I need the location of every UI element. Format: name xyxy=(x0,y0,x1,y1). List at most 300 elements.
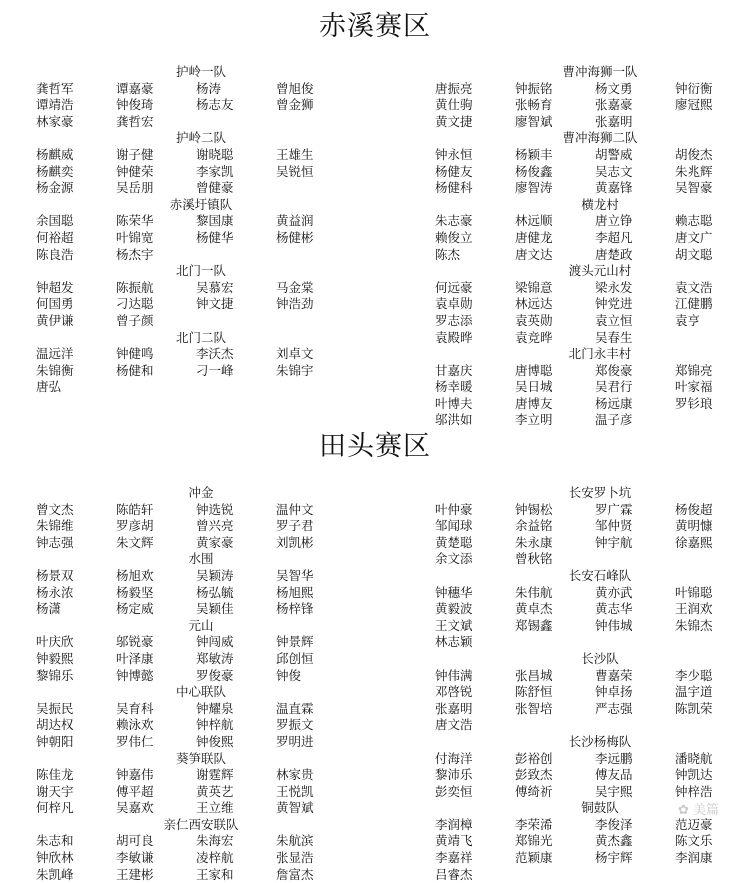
player-name: 曾文杰 xyxy=(36,501,74,517)
player-name: 余文添 xyxy=(435,551,473,567)
player-name: 叶仲豪 xyxy=(435,501,473,517)
player-name: 黄仕驹 xyxy=(435,97,473,113)
player-name: 李少聪 xyxy=(675,667,713,683)
roster-row xyxy=(435,313,750,330)
player-name: 李沃杰 xyxy=(196,346,234,362)
player-name: 钟嘉伟 xyxy=(116,767,154,783)
player-name: 朱文辉 xyxy=(116,534,154,550)
roster-row xyxy=(36,147,366,164)
player-name: 朱伟航 xyxy=(515,584,553,600)
player-name: 陈文乐 xyxy=(675,833,713,849)
player-name: 杨金源 xyxy=(36,180,74,196)
player-name: 李家凯 xyxy=(196,163,234,179)
player-name: 罗钐琅 xyxy=(675,395,713,411)
player-name: 陈荣华 xyxy=(116,213,154,229)
player-name: 杨健彬 xyxy=(276,229,314,245)
roster-row xyxy=(435,396,750,413)
player-name: 吴颖涛 xyxy=(196,567,234,583)
roster-row xyxy=(36,535,366,552)
player-name: 袁文浩 xyxy=(675,279,713,295)
player-name: 郑锦光 xyxy=(515,833,553,849)
roster-row xyxy=(36,346,366,363)
player-name: 彭裕创 xyxy=(515,750,553,766)
player-name: 朱锦杰 xyxy=(675,617,713,633)
player-name: 唐文浩 xyxy=(435,717,473,733)
player-name: 谭靖浩 xyxy=(36,97,74,113)
player-name: 钟俊熙 xyxy=(196,733,234,749)
roster-row xyxy=(435,717,750,734)
roster-row xyxy=(36,247,366,264)
player-name: 黄靖飞 xyxy=(435,833,473,849)
player-name: 吴慕宏 xyxy=(196,279,234,295)
player-name: 赖俊立 xyxy=(435,229,473,245)
player-name: 吴日城 xyxy=(515,379,553,395)
player-name: 唐文达 xyxy=(515,246,553,262)
roster-row xyxy=(36,734,366,751)
player-name: 钟衍衡 xyxy=(675,80,713,96)
roster-row xyxy=(36,97,366,114)
team-title: 北门一队 xyxy=(175,263,226,279)
team-title: 长沙队 xyxy=(581,650,619,666)
player-name: 江健鹏 xyxy=(675,296,713,312)
roster-row xyxy=(36,651,366,668)
player-name: 唐楚政 xyxy=(595,246,633,262)
player-name: 叶家福 xyxy=(675,379,713,395)
player-name: 龚哲军 xyxy=(36,80,74,96)
player-name: 钟超发 xyxy=(36,279,74,295)
player-name: 罗彦胡 xyxy=(116,518,154,534)
player-name: 邱创恒 xyxy=(276,650,314,666)
player-name: 傅平超 xyxy=(116,783,154,799)
player-name: 詹富杰 xyxy=(276,866,314,882)
player-name: 钟志强 xyxy=(36,534,74,550)
player-name: 林家豪 xyxy=(36,113,74,129)
roster-row xyxy=(435,701,750,718)
player-name: 钟朝阳 xyxy=(36,733,74,749)
player-name: 钟凯达 xyxy=(675,767,713,783)
roster-row xyxy=(435,535,750,552)
player-name: 唐振亮 xyxy=(435,80,473,96)
team-title: 护岭一队 xyxy=(175,64,226,79)
player-name: 刘卓文 xyxy=(276,346,314,362)
player-name: 吴君行 xyxy=(595,379,633,395)
player-name: 陈凯荣 xyxy=(675,700,713,716)
player-name: 钟文捷 xyxy=(196,296,234,312)
player-name: 袁英勋 xyxy=(515,312,553,328)
roster-row xyxy=(435,280,750,297)
player-name: 彭奕恒 xyxy=(435,783,473,799)
player-name: 严志强 xyxy=(595,700,633,716)
player-name: 凌梓航 xyxy=(196,850,234,866)
roster-row xyxy=(435,634,750,651)
player-name: 杨颖丰 xyxy=(515,146,553,162)
player-name: 李远鹏 xyxy=(595,750,633,766)
player-name: 袁竞晔 xyxy=(515,329,553,345)
player-name: 郑锡鑫 xyxy=(515,617,553,633)
roster-row xyxy=(435,363,750,380)
player-name: 杨文勇 xyxy=(595,80,633,96)
roster-row xyxy=(36,800,366,817)
player-name: 罗志添 xyxy=(435,312,473,328)
player-name: 陈皓轩 xyxy=(116,501,154,517)
player-name: 张智培 xyxy=(515,700,553,716)
player-name: 罗广霖 xyxy=(595,501,633,517)
player-name: 吴岳朋 xyxy=(116,180,154,196)
team-title: 葵笋联队 xyxy=(175,750,226,766)
roster-row xyxy=(435,601,750,618)
player-name: 温远洋 xyxy=(36,346,74,362)
player-name: 吴嘉欢 xyxy=(116,800,154,816)
team-title: 横龙村 xyxy=(581,196,619,212)
player-name: 陈振航 xyxy=(116,279,154,295)
player-name: 杨健科 xyxy=(435,180,473,196)
player-name: 钟闯威 xyxy=(196,634,234,650)
player-name: 李润康 xyxy=(675,850,713,866)
player-name: 吕睿杰 xyxy=(435,866,473,882)
player-name: 钟锡松 xyxy=(515,501,553,517)
roster-row xyxy=(36,634,366,651)
player-name: 叶泽康 xyxy=(116,650,154,666)
roster-row xyxy=(435,330,750,347)
player-name: 钟梓航 xyxy=(196,717,234,733)
roster-row xyxy=(435,412,750,429)
roster-row xyxy=(435,97,750,114)
player-name: 胡俊杰 xyxy=(675,146,713,162)
team-title: 中心联队 xyxy=(175,684,226,700)
roster-row xyxy=(36,502,366,519)
player-name: 朱锦维 xyxy=(36,518,74,534)
team-title: 冲金 xyxy=(188,485,214,500)
player-name: 黄毅波 xyxy=(435,601,473,617)
player-name: 潘晓航 xyxy=(675,750,713,766)
roster-row xyxy=(36,280,366,297)
player-name: 钟卓扬 xyxy=(595,684,633,700)
player-name: 钟健荣 xyxy=(116,163,154,179)
roster-row xyxy=(435,164,750,181)
roster-row xyxy=(36,850,366,867)
roster-row xyxy=(435,833,750,850)
player-name: 甘嘉庆 xyxy=(435,362,473,378)
player-name: 朱兆辉 xyxy=(675,163,713,179)
roster-row xyxy=(36,213,366,230)
team-title: 护岭二队 xyxy=(175,130,226,146)
roster-row xyxy=(36,296,366,313)
team-title: 元山 xyxy=(188,617,214,633)
player-name: 廖智涛 xyxy=(515,180,553,196)
team-title: 长安罗卜坑 xyxy=(568,485,632,500)
player-name: 刁一峰 xyxy=(196,362,234,378)
player-name: 黄志华 xyxy=(595,601,633,617)
team-title: 长沙杨梅队 xyxy=(568,733,632,749)
player-name: 王雄生 xyxy=(276,146,314,162)
player-name: 钟健鸣 xyxy=(116,346,154,362)
player-name: 杨杰宇 xyxy=(116,246,154,262)
player-name: 李润樟 xyxy=(435,816,473,832)
player-name: 李俊泽 xyxy=(595,816,633,832)
player-name: 曾兴亮 xyxy=(196,518,234,534)
player-name: 曾秋铭 xyxy=(515,551,553,567)
player-name: 余益铭 xyxy=(515,518,553,534)
player-name: 温仲文 xyxy=(276,501,314,517)
team-title: 北门二队 xyxy=(175,329,226,345)
player-name: 唐文广 xyxy=(675,229,713,245)
player-name: 杨涛 xyxy=(196,80,222,96)
player-name: 黄嘉锋 xyxy=(595,180,633,196)
player-name: 张畅育 xyxy=(515,97,553,113)
player-name: 朱志和 xyxy=(36,833,74,849)
player-name: 傅友品 xyxy=(595,767,633,783)
section-tiantou-right-column xyxy=(435,485,750,883)
player-name: 曾金狮 xyxy=(276,97,314,113)
roster-row xyxy=(435,551,750,568)
player-name: 钟浩劲 xyxy=(276,296,314,312)
player-name: 钟党进 xyxy=(595,296,633,312)
player-name: 邬锐豪 xyxy=(116,634,154,650)
player-name: 曹嘉荣 xyxy=(595,667,633,683)
player-name: 何裕超 xyxy=(36,229,74,245)
player-name: 罗振文 xyxy=(276,717,314,733)
player-name: 胡警威 xyxy=(595,146,633,162)
player-name: 黄楚聪 xyxy=(435,534,473,550)
roster-row xyxy=(435,850,750,867)
player-name: 郑俊豪 xyxy=(595,362,633,378)
roster-row xyxy=(435,767,750,784)
player-name: 郑敏涛 xyxy=(196,650,234,666)
player-name: 钟欣林 xyxy=(36,850,74,866)
roster-row xyxy=(435,618,750,635)
watermark-logo xyxy=(678,799,719,818)
player-name: 王建彬 xyxy=(116,866,154,882)
player-name: 杨弘毓 xyxy=(196,584,234,600)
roster-row xyxy=(36,81,366,98)
roster-row xyxy=(435,585,750,602)
roster-row xyxy=(36,518,366,535)
player-name: 梁永发 xyxy=(595,279,633,295)
player-name: 林远达 xyxy=(515,296,553,312)
roster-row xyxy=(435,147,750,164)
roster-row xyxy=(435,518,750,535)
player-name: 叶庆欣 xyxy=(36,634,74,650)
player-name: 黎国康 xyxy=(196,213,234,229)
roster-row xyxy=(36,784,366,801)
player-name: 谢霆辉 xyxy=(196,767,234,783)
player-name: 叶锦宽 xyxy=(116,229,154,245)
roster-row xyxy=(36,180,366,197)
player-name: 傅绮祈 xyxy=(515,783,553,799)
player-name: 唐立铮 xyxy=(595,213,633,229)
player-name: 黄文捷 xyxy=(435,113,473,129)
player-name: 杨健和 xyxy=(116,362,154,378)
player-name: 黄益润 xyxy=(276,213,314,229)
player-name: 朱航滨 xyxy=(276,833,314,849)
player-name: 陈杰 xyxy=(435,246,461,262)
player-name: 黄伊谦 xyxy=(36,312,74,328)
roster-row xyxy=(435,684,750,701)
player-name: 胡文聪 xyxy=(675,246,713,262)
player-name: 刁达聪 xyxy=(116,296,154,312)
player-name: 黄家豪 xyxy=(196,534,234,550)
player-name: 叶博夫 xyxy=(435,395,473,411)
section-chixi-left-column xyxy=(36,64,366,396)
player-name: 杨旭欢 xyxy=(116,567,154,583)
player-name: 袁立恒 xyxy=(595,312,633,328)
player-name: 李立明 xyxy=(515,412,553,428)
team-title: 渡头元山村 xyxy=(568,263,632,279)
section-title-chixi: 赤溪赛区 xyxy=(319,11,431,42)
player-name: 郑锦亮 xyxy=(675,362,713,378)
player-name: 李敏谦 xyxy=(116,850,154,866)
player-name: 邹闻球 xyxy=(435,518,473,534)
player-name: 徐嘉熙 xyxy=(675,534,713,550)
player-name: 曾子颜 xyxy=(116,312,154,328)
player-name: 张嘉豪 xyxy=(595,97,633,113)
player-name: 钟穗华 xyxy=(435,584,473,600)
player-name: 谭嘉豪 xyxy=(116,80,154,96)
player-name: 陈佳龙 xyxy=(36,767,74,783)
player-name: 廖冠熙 xyxy=(675,97,713,113)
player-name: 邬洪如 xyxy=(435,412,473,428)
player-name: 杨俊鑫 xyxy=(515,163,553,179)
player-name: 钟俊琦 xyxy=(116,97,154,113)
player-name: 杨梓锋 xyxy=(276,601,314,617)
player-name: 吴智豪 xyxy=(675,180,713,196)
player-name: 朱凯峰 xyxy=(36,866,74,882)
roster-row xyxy=(36,313,366,330)
player-name: 吴振民 xyxy=(36,700,74,716)
section-title-tiantou: 田头赛区 xyxy=(319,431,431,462)
player-name: 黄卓杰 xyxy=(515,601,553,617)
roster-row xyxy=(36,379,366,396)
player-name: 杨旭熙 xyxy=(276,584,314,600)
player-name: 黄智斌 xyxy=(276,800,314,816)
player-name: 张嘉明 xyxy=(595,113,633,129)
player-name: 朱锦宇 xyxy=(276,362,314,378)
team-title: 曹冲海狮一队 xyxy=(562,64,638,79)
roster-row xyxy=(435,668,750,685)
watermark-icon: ✿ xyxy=(678,803,689,818)
player-name: 胡可良 xyxy=(116,833,154,849)
player-name: 杨麒奕 xyxy=(36,163,74,179)
roster-row xyxy=(435,114,750,131)
player-name: 何远豪 xyxy=(435,279,473,295)
player-name: 袁殿晔 xyxy=(435,329,473,345)
player-name: 吴宇熙 xyxy=(595,783,633,799)
player-name: 曾旭俊 xyxy=(276,80,314,96)
player-name: 马金棠 xyxy=(276,279,314,295)
player-name: 黄明慷 xyxy=(675,518,713,534)
watermark-text: 美篇 xyxy=(693,803,720,818)
player-name: 吴颖佳 xyxy=(196,601,234,617)
player-name: 陈良浩 xyxy=(36,246,74,262)
player-name: 李超凡 xyxy=(595,229,633,245)
player-name: 杨宇辉 xyxy=(595,850,633,866)
player-name: 邹仲贤 xyxy=(595,518,633,534)
player-name: 钟选锐 xyxy=(196,501,234,517)
player-name: 钟永恒 xyxy=(435,146,473,162)
player-name: 梁锦意 xyxy=(515,279,553,295)
team-title: 曹冲海狮二队 xyxy=(562,130,638,146)
player-name: 邓啓锐 xyxy=(435,684,473,700)
player-name: 吴春生 xyxy=(595,329,633,345)
player-name: 范颖康 xyxy=(515,850,553,866)
team-title: 铜鼓队 xyxy=(581,800,619,816)
player-name: 罗明进 xyxy=(276,733,314,749)
roster-row xyxy=(435,213,750,230)
roster-row xyxy=(36,568,366,585)
player-name: 彭致杰 xyxy=(515,767,553,783)
roster-row xyxy=(435,817,750,834)
roster-row xyxy=(36,767,366,784)
player-name: 钟景辉 xyxy=(276,634,314,650)
team-title: 北门永丰村 xyxy=(568,346,632,362)
player-name: 林家贵 xyxy=(276,767,314,783)
player-name: 赖志聪 xyxy=(675,213,713,229)
player-name: 钟伟满 xyxy=(435,667,473,683)
player-name: 钟毅熙 xyxy=(36,650,74,666)
player-name: 杨景双 xyxy=(36,567,74,583)
player-name: 唐博聪 xyxy=(515,362,553,378)
player-name: 黄英艺 xyxy=(196,783,234,799)
player-name: 钟宇航 xyxy=(595,534,633,550)
player-name: 吴锐恒 xyxy=(276,163,314,179)
roster-row xyxy=(435,296,750,313)
player-name: 谢晓聪 xyxy=(196,146,234,162)
roster-row xyxy=(36,701,366,718)
player-name: 谢子健 xyxy=(116,146,154,162)
roster-row xyxy=(435,502,750,519)
team-title: 亲仁西安联队 xyxy=(163,816,239,832)
player-name: 刘凯彬 xyxy=(276,534,314,550)
player-name: 钟耀泉 xyxy=(196,700,234,716)
player-name: 胡达权 xyxy=(36,717,74,733)
roster-row xyxy=(36,717,366,734)
roster-row xyxy=(435,81,750,98)
player-name: 叶锦聪 xyxy=(675,584,713,600)
roster-row xyxy=(36,363,366,380)
player-name: 余国聪 xyxy=(36,213,74,229)
section-chixi-right-column xyxy=(435,64,750,429)
roster-row xyxy=(435,230,750,247)
player-name: 钟俊 xyxy=(276,667,302,683)
player-name: 王家和 xyxy=(196,866,234,882)
player-name: 唐博友 xyxy=(515,395,553,411)
roster-row xyxy=(36,164,366,181)
player-name: 王文斌 xyxy=(435,617,473,633)
player-name: 温直霖 xyxy=(276,700,314,716)
roster-row xyxy=(435,247,750,264)
player-name: 杨健华 xyxy=(196,229,234,245)
team-title: 水围 xyxy=(188,551,214,567)
player-name: 谢天宇 xyxy=(36,783,74,799)
player-name: 杨定威 xyxy=(116,601,154,617)
roster-row xyxy=(435,379,750,396)
team-title: 赤溪圩镇队 xyxy=(169,196,233,212)
roster-row xyxy=(36,114,366,131)
player-name: 罗子君 xyxy=(276,518,314,534)
player-name: 吴智华 xyxy=(276,567,314,583)
player-name: 朱永康 xyxy=(515,534,553,550)
player-name: 罗俊豪 xyxy=(196,667,234,683)
player-name: 杨俊超 xyxy=(675,501,713,517)
player-name: 黄亦武 xyxy=(595,584,633,600)
player-name: 钟博懿 xyxy=(116,667,154,683)
team-title: 长安石峰队 xyxy=(568,567,632,583)
player-name: 杨健友 xyxy=(435,163,473,179)
roster-row xyxy=(435,180,750,197)
player-name: 杨幸暖 xyxy=(435,379,473,395)
player-name: 廖智斌 xyxy=(515,113,553,129)
player-name: 杨麒威 xyxy=(36,146,74,162)
